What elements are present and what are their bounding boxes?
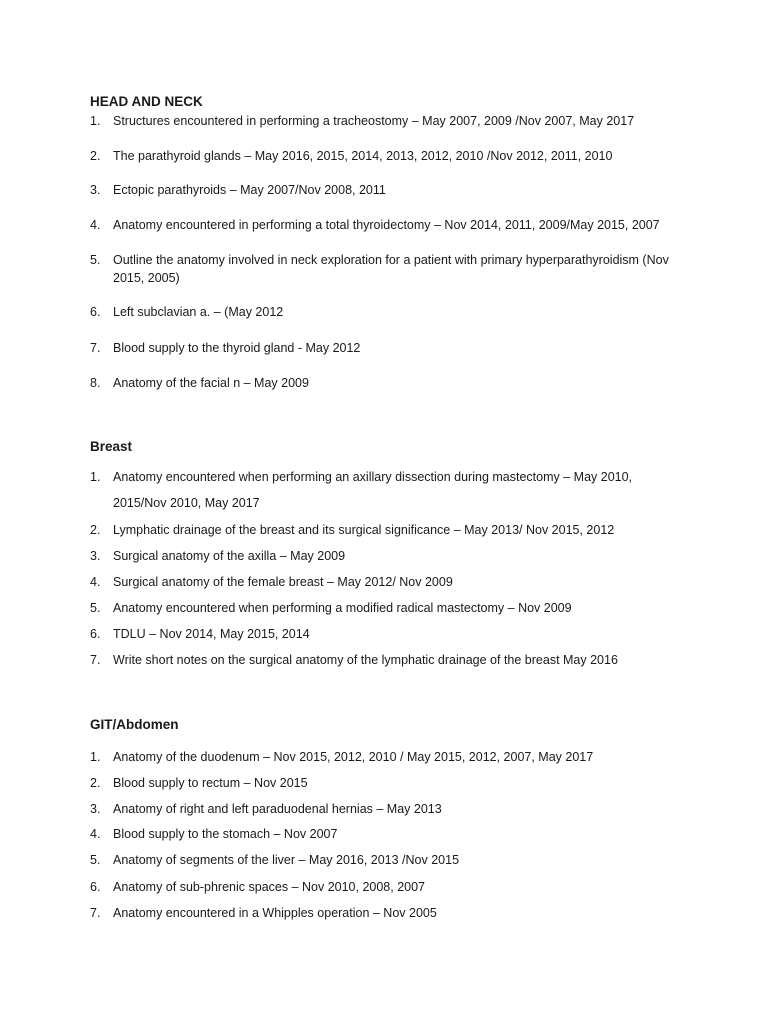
item-text: Blood supply to rectum – Nov 2015 xyxy=(113,776,308,790)
list-item xyxy=(90,774,680,792)
item-number: 7. xyxy=(90,341,101,355)
list-item xyxy=(90,303,680,321)
list-item xyxy=(90,147,680,165)
list-item xyxy=(90,625,680,643)
item-number: 2. xyxy=(90,523,101,537)
list-item xyxy=(90,599,680,617)
item-text: Write short notes on the surgical anatomy of the lymphatic drainage of the breast May 2016 xyxy=(113,653,618,667)
list-item xyxy=(90,851,680,869)
item-number: 8. xyxy=(90,376,101,390)
item-text: Surgical anatomy of the axilla – May 2009 xyxy=(113,549,346,563)
item-number: 3. xyxy=(90,549,101,563)
item-text: Anatomy encountered in a Whipples operation – Nov 2005 xyxy=(113,906,437,920)
list-item xyxy=(90,374,680,392)
section-heading-breast: Breast xyxy=(90,439,133,454)
list-item xyxy=(90,181,680,199)
list-item xyxy=(90,748,680,766)
item-text: Surgical anatomy of the female breast – May 2012/ Nov 2009 xyxy=(113,575,453,589)
item-text: TDLU – Nov 2014, May 2015, 2014 xyxy=(113,627,310,641)
list-item xyxy=(90,251,680,287)
item-number: 6. xyxy=(90,305,101,319)
item-text: Anatomy encountered when performing an axillary dissection during mastectomy – May 2010, 2015/Nov 2010, May 2017 xyxy=(113,470,633,510)
item-text: Anatomy of the facial n – May 2009 xyxy=(113,376,309,390)
item-text: Blood supply to the stomach – Nov 2007 xyxy=(113,827,338,841)
item-number: 2. xyxy=(90,776,101,790)
list-item xyxy=(90,573,680,591)
item-number: 5. xyxy=(90,253,101,267)
item-number: 4. xyxy=(90,218,101,232)
item-text: Outline the anatomy involved in neck exploration for a patient with primary hyperparathyroidism (Nov 2015, 2005) xyxy=(113,253,669,285)
item-number: 1. xyxy=(90,470,101,484)
list-item xyxy=(90,216,680,234)
list-item xyxy=(90,547,680,565)
item-text: Anatomy of right and left paraduodenal hernias – May 2013 xyxy=(113,802,442,816)
item-text: Anatomy encountered when performing a modified radical mastectomy – Nov 2009 xyxy=(113,601,572,615)
item-text: Anatomy encountered in performing a total thyroidectomy – Nov 2014, 2011, 2009/May 2015, 2007 xyxy=(113,218,660,232)
list-item xyxy=(90,651,680,669)
item-number: 4. xyxy=(90,575,101,589)
list-item xyxy=(90,339,680,357)
list-item xyxy=(90,521,680,539)
item-number: 3. xyxy=(90,183,101,197)
item-number: 4. xyxy=(90,827,101,841)
item-number: 6. xyxy=(90,627,101,641)
list-item xyxy=(90,904,680,922)
item-number: 5. xyxy=(90,601,101,615)
list-item xyxy=(90,464,680,516)
item-text: Anatomy of sub-phrenic spaces – Nov 2010, 2008, 2007 xyxy=(113,880,426,894)
item-text: Anatomy of the duodenum – Nov 2015, 2012, 2010 / May 2015, 2012, 2007, May 2017 xyxy=(113,750,594,764)
section-heading-head-and-neck: HEAD AND NECK xyxy=(90,94,203,109)
list-item xyxy=(90,825,680,843)
item-number: 7. xyxy=(90,653,101,667)
item-text: Blood supply to the thyroid gland - May 2012 xyxy=(113,341,361,355)
list-item xyxy=(90,112,680,130)
item-text: Left subclavian a. – (May 2012 xyxy=(113,305,284,319)
item-number: 3. xyxy=(90,802,101,816)
item-number: 7. xyxy=(90,906,101,920)
section-heading-git-abdomen: GIT/Abdomen xyxy=(90,717,179,732)
item-number: 1. xyxy=(90,750,101,764)
list-item xyxy=(90,878,680,896)
item-number: 1. xyxy=(90,114,101,128)
item-text: Structures encountered in performing a tracheostomy – May 2007, 2009 /Nov 2007, May 2017 xyxy=(113,114,635,128)
item-text: Ectopic parathyroids – May 2007/Nov 2008, 2011 xyxy=(113,183,386,197)
item-text: Lymphatic drainage of the breast and its surgical significance – May 2013/ Nov 2015, 2012 xyxy=(113,523,615,537)
item-number: 5. xyxy=(90,853,101,867)
item-text: Anatomy of segments of the liver – May 2016, 2013 /Nov 2015 xyxy=(113,853,460,867)
list-item xyxy=(90,800,680,818)
item-number: 2. xyxy=(90,149,101,163)
item-number: 6. xyxy=(90,880,101,894)
item-text: The parathyroid glands – May 2016, 2015, 2014, 2013, 2012, 2010 /Nov 2012, 2011, 2010 xyxy=(113,149,613,163)
